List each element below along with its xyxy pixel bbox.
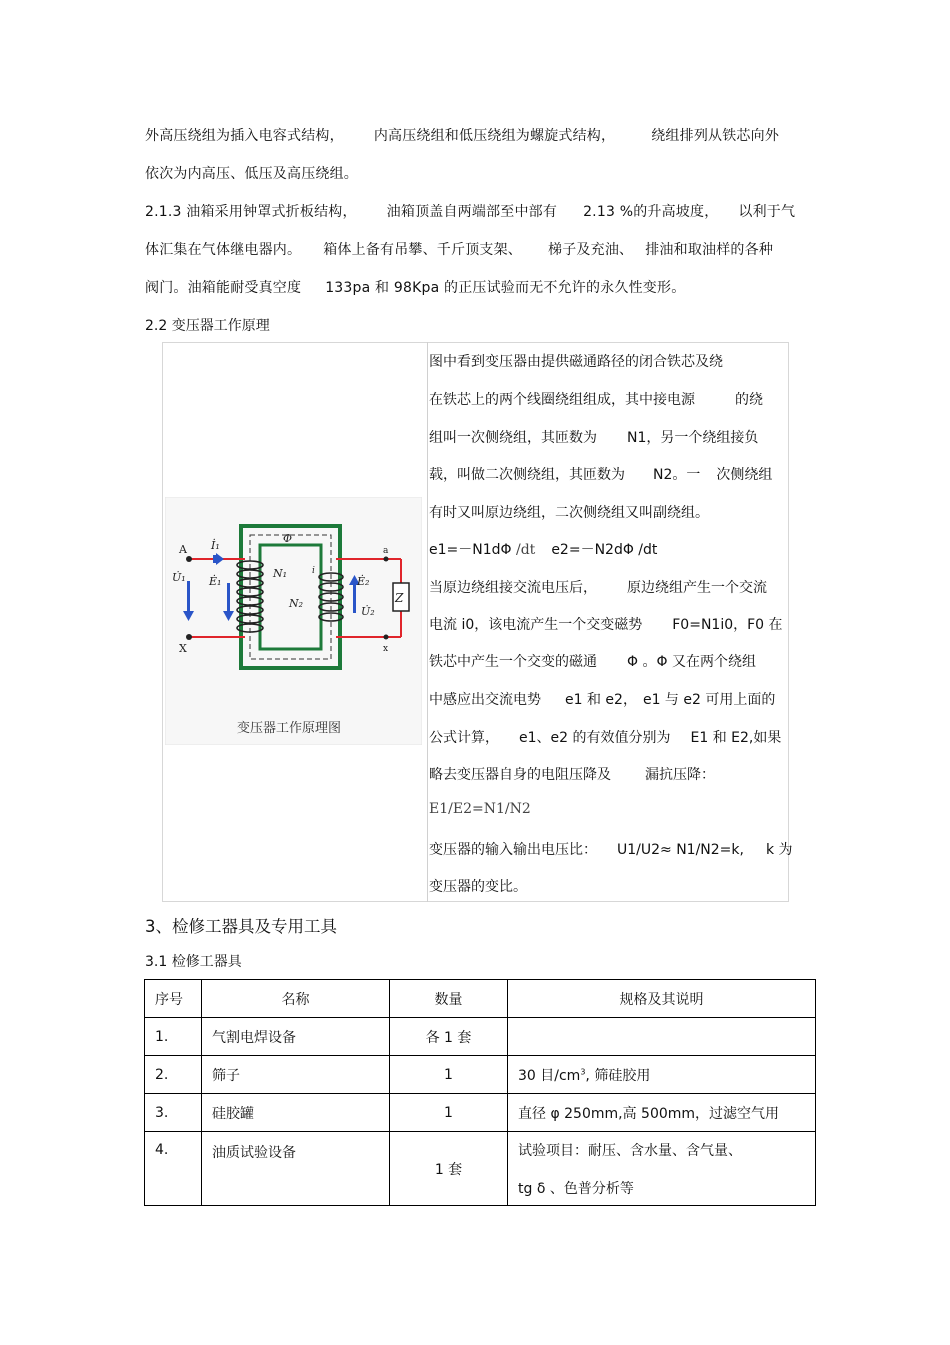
principle-line: 载，叫做二次侧绕组，其匝数为 N2。一 次侧绕组 [429,467,773,483]
principle-line: 变压器的变比。 [429,879,527,895]
row-qty: 各 1 套 [390,1018,508,1056]
text-segment: 阀门。油箱能耐受真空度 [145,280,302,296]
paragraph-line [145,201,795,221]
principle-line: 变压器的输入输出电压比： U1/U2≈ N1/N2=k, k 为 [429,842,793,858]
formula-line: e1=－N1dΦ /dt e2=－N2dΦ /dt [429,542,658,558]
text-segment: 外高压绕组为插入电容式结构， [145,128,344,144]
terminal-x [384,635,389,640]
transformer-diagram [165,497,422,745]
row-number: 4. [145,1132,202,1206]
label-E1: Ė₁ [209,575,222,588]
table-header-row [145,980,816,1018]
text-segment: 绕组排列从铁芯向外 [651,128,780,144]
ratio-formula: E1/E2=N1/N2 [429,801,531,817]
figure-caption: 变压器工作原理图 [237,721,342,736]
text-segment: 排油和取油样的各种 [645,242,774,258]
terminal-a [384,557,389,562]
row-qty: 1 [390,1056,508,1094]
row-name: 气割电焊设备 [202,1018,390,1056]
text-segment: 133pa 和 98Kpa 的正压试验而无不允许的永久性变形。 [325,280,686,296]
text-segment: 箱体上备有吊攀、千斤顶支架、 [323,242,523,258]
label-A: A [179,543,187,556]
label-X: X [179,642,187,655]
label-Z: Z [395,591,404,605]
label-U2: U̇₂ [361,605,375,618]
principle-line: 中感应出交流电势 e1 和 e2， e1 与 e2 可用上面的 [429,692,776,708]
table-row [145,1018,816,1056]
label-i: i [312,566,315,576]
section-heading-3: 3、检修工器具及专用工具 [145,917,337,936]
row-spec: 30 目$/cm^3$, 筛硅胶用 [508,1056,816,1094]
label-U1: U̇₁ [172,571,186,584]
text-segment: 油箱顶盖自两端部至中部有 [386,204,558,220]
principle-line: 电流 i0，该电流产生一个交变磁势 F0=N1i0，F0 在 [429,617,783,633]
label-I1: İ₁ [211,539,220,552]
paragraph-line [145,125,779,145]
row-number: 2. [145,1056,202,1094]
section-heading-2-2: 2.2 变压器工作原理 [145,318,270,334]
principle-line: 略去变压器自身的电阻压降及 漏抗压降： [429,767,715,783]
text-segment: 2.1.3 油箱采用钟罩式折板结构， [145,204,357,220]
label-N1: N₁ [273,567,288,580]
text-segment: 内高压绕组和低压绕组为螺旋式结构， [373,128,616,144]
paragraph-line: 依次为内高压、低压及高压绕组。 [145,166,358,182]
label-phi: Φ [283,532,293,545]
box-divider [427,342,428,902]
tools-table [144,979,816,1206]
text-segment: 2.13 %的升高坡度， [583,204,719,220]
row-qty: 1 套 [390,1132,508,1206]
terminal-X [186,634,192,640]
text-segment: 体汇集在气体继电器内。 [145,242,302,258]
principle-line: 有时又叫原边绕组，二次侧绕组又叫副绕组。 [429,505,709,521]
row-name: 筛子 [202,1056,390,1094]
row-spec [508,1018,816,1056]
header-cell: 名称 [202,980,390,1018]
principle-line: 在铁芯上的两个线圈绕组组成，其中接电源 的绕 [429,392,763,408]
table-row [145,1056,816,1094]
row-qty: 1 [390,1094,508,1132]
principle-line: 当原边绕组接交流电压后， 原边绕组产生一个交流 [429,580,767,596]
principle-line: 组叫一次侧绕组，其匝数为 N1，另一个绕组接负 [429,430,759,446]
row-number: 3. [145,1094,202,1132]
row-number: 1. [145,1018,202,1056]
paragraph-line [145,239,773,259]
header-cell: 序号 [145,980,202,1018]
terminal-A [186,556,192,562]
table-row [145,1132,816,1206]
figure-background [165,497,422,745]
principle-line: 图中看到变压器由提供磁通路径的闭合铁芯及绕 [429,354,723,370]
principle-line: 公式计算， e1、e2 的有效值分别为 E1 和 E2,如果 [429,730,782,746]
row-name: 硅胶罐 [202,1094,390,1132]
label-a: a [383,546,389,556]
paragraph-line [145,277,685,297]
label-N2: N₂ [289,597,304,610]
row-name: 油质试验设备 [202,1132,390,1206]
row-spec: 直径 φ 250mm,高 500mm，过滤空气用 [508,1094,816,1132]
text-segment: 以利于气 [738,204,796,220]
label-x: x [383,644,389,654]
section-heading-3-1: 3.1 检修工器具 [145,954,242,970]
principle-line: 铁芯中产生一个交变的磁通 Φ 。Φ 又在两个绕组 [429,654,756,670]
header-cell: 规格及其说明 [508,980,816,1018]
table-row [145,1094,816,1132]
text-segment: 梯子及充油、 [548,242,634,258]
row-spec: 试验项目：耐压、含水量、含气量、 tg δ 、色普分析等 [508,1132,816,1206]
label-E2: Ė₂ [357,575,370,588]
header-cell: 数量 [390,980,508,1018]
